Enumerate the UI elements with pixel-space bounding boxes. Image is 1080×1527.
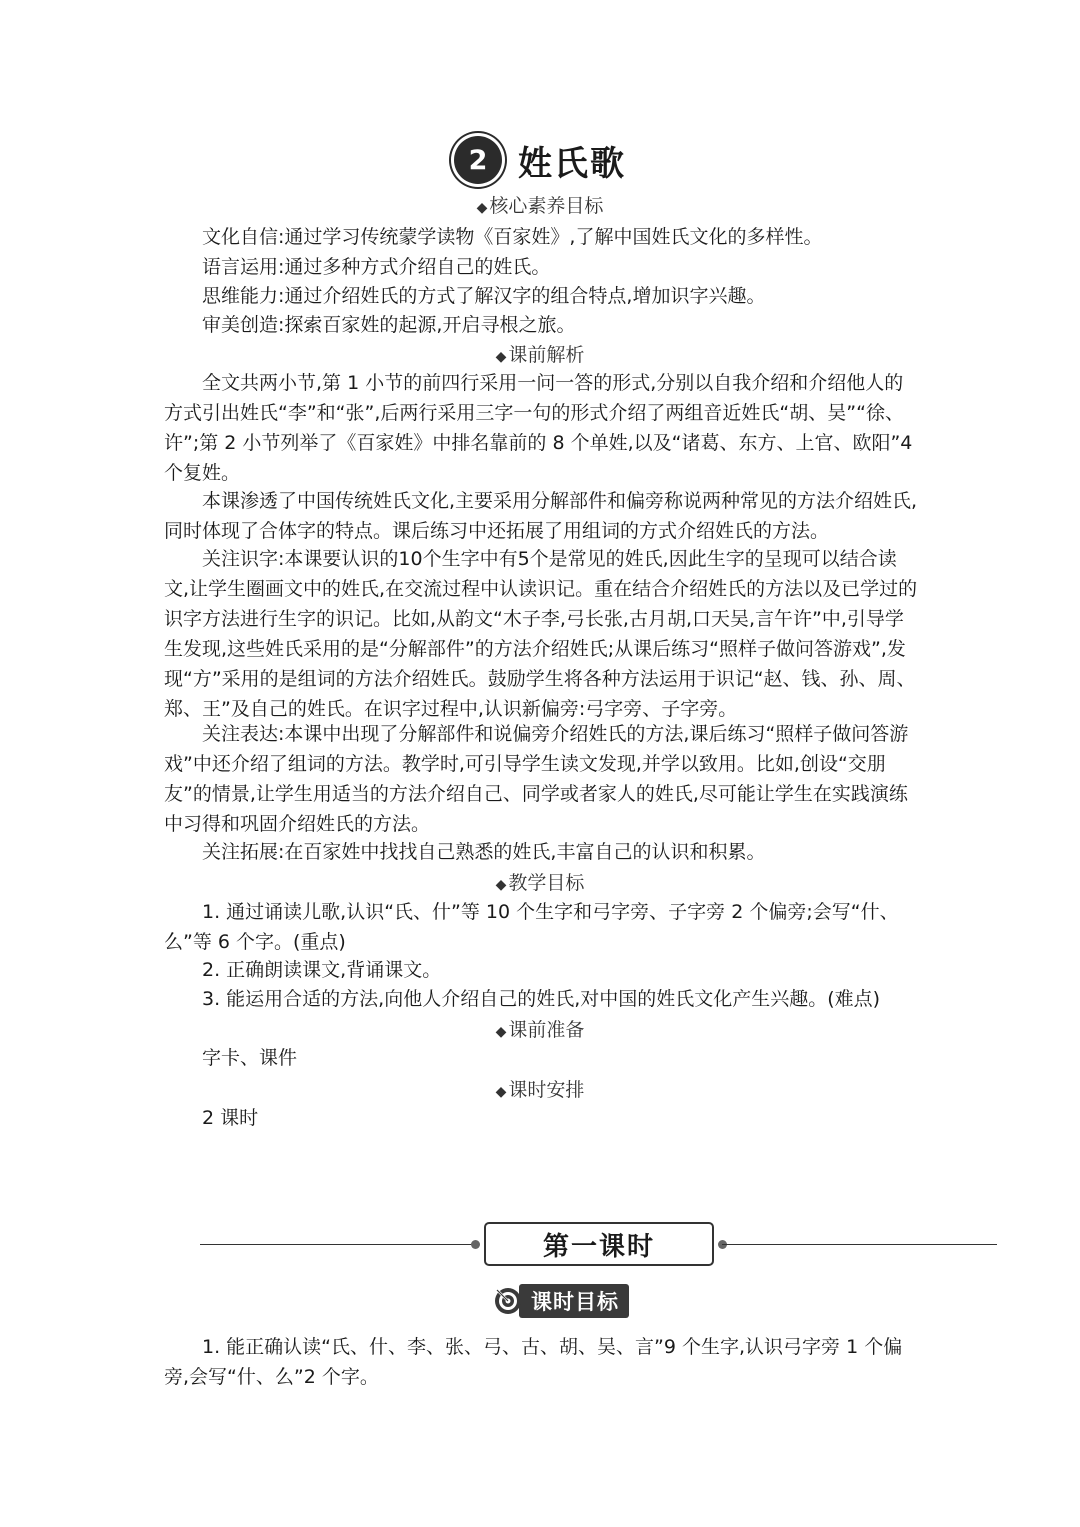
- period-goal-1: 1. 能正确认读“氏、什、李、张、弓、古、胡、吴、言”9 个生字,认识弓字旁 1 个偏旁,会写“什、么”2 个字。: [164, 1336, 903, 1388]
- lesson-number-badge: 2: [454, 136, 502, 184]
- section-heading-core: ◆ 核心素养目标: [476, 195, 604, 217]
- diamond-icon: ◆: [495, 1024, 507, 1040]
- divider-dot-left: [471, 1240, 480, 1249]
- core-goal-1: 文化自信:通过学习传统蒙学读物《百家姓》,了解中国姓氏文化的多样性。: [202, 226, 823, 248]
- section-heading-schedule: ◆ 课时安排: [495, 1079, 585, 1101]
- diamond-icon: ◆: [495, 877, 507, 893]
- section-heading-analysis: ◆ 课前解析: [495, 344, 585, 366]
- core-goal-3: 思维能力:通过介绍姓氏的方式了解汉字的组合特点,增加识字兴趣。: [202, 285, 766, 307]
- analysis-paragraph-2: 本课渗透了中国传统姓氏文化,主要采用分解部件和偏旁称说两种常见的方法介绍姓氏,同时体现了合体字的特点。课后练习中还拓展了用组词的方式介绍姓氏的方法。: [164, 490, 918, 542]
- lesson-header: [0, 132, 1080, 188]
- prep-text: 字卡、课件: [202, 1047, 298, 1069]
- diamond-icon: ◆: [495, 349, 507, 365]
- teaching-goal-2: 2. 正确朗读课文,背诵课文。: [202, 959, 442, 981]
- target-icon: [493, 1286, 523, 1316]
- divider-line-left: [200, 1244, 476, 1245]
- core-goal-2: 语言运用:通过多种方式介绍自己的姓氏。: [202, 256, 551, 278]
- analysis-paragraph-1: 全文共两小节,第 1 小节的前四行采用一问一答的形式,分别以自我介绍和介绍他人的方式引出姓氏“李”和“张”,后两行采用三字一句的形式介绍了两组音近姓氏“胡、吴”“徐、许”;第 2 小节列举了《百家姓》中排名靠前的 8 个单姓,以及“诸葛、东方、上官、欧阳”4 个复姓。: [164, 372, 913, 484]
- analysis-paragraph-5: 关注拓展:在百家姓中找找自己熟悉的姓氏,丰富自己的认识和积累。: [202, 841, 766, 863]
- period-goal-badge: [493, 1285, 629, 1317]
- core-goal-4: 审美创造:探索百家姓的起源,开启寻根之旅。: [202, 314, 576, 336]
- lesson-title: 姓氏歌: [518, 143, 626, 184]
- diamond-icon: ◆: [495, 1084, 507, 1100]
- teaching-goal-3: 3. 能运用合适的方法,向他人介绍自己的姓氏,对中国的姓氏文化产生兴趣。(难点): [202, 988, 881, 1010]
- analysis-paragraph-3: 关注识字:本课要认识的10个生字中有5个是常见的姓氏,因此生字的呈现可以结合读文,让学生圈画文中的姓氏,在交流过程中认读识记。重在结合介绍姓氏的方法以及已学过的识字方法进行生字的识记。比如,从韵文“木子李,弓长张,古月胡,口天吴,言午许”中,引导学生发现,这些姓氏采用的是“分解部件”的方法介绍姓氏;从课后练习“照样子做问答游戏”,发现“方”采用的是组词的方法介绍姓氏。鼓励学生将各种方法运用于识记“赵、钱、孙、周、郑、王”及自己的姓氏。在识字过程中,认识新偏旁:弓字旁、子字旁。: [164, 548, 918, 720]
- first-period-divider: [200, 1222, 997, 1268]
- teaching-goal-1: 1. 通过诵读儿歌,认识“氏、什”等 10 个生字和弓字旁、子字旁 2 个偏旁;会写“什、么”等 6 个字。(重点): [164, 901, 899, 953]
- analysis-paragraph-4: 关注表达:本课中出现了分解部件和说偏旁介绍姓氏的方法,课后练习“照样子做问答游戏”中还介绍了组词的方法。教学时,可引导学生读文发现,并学以致用。比如,创设“交朋友”的情景,让学生用适当的方法介绍自己、同学或者家人的姓氏,尽可能让学生在实践演练中习得和巩固介绍姓氏的方法。: [164, 723, 909, 835]
- section-heading-prep: ◆ 课前准备: [495, 1019, 585, 1041]
- period-goal-label: 课时目标: [519, 1284, 629, 1318]
- schedule-text: 2 课时: [202, 1107, 259, 1129]
- first-period-title: 第一课时: [484, 1222, 714, 1266]
- diamond-icon: ◆: [476, 200, 488, 216]
- divider-line-right: [722, 1244, 997, 1245]
- section-heading-goals: ◆ 教学目标: [495, 872, 585, 894]
